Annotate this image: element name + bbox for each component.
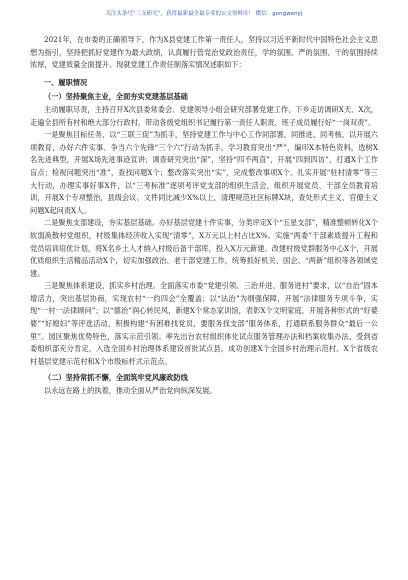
- body-paragraph: 一是聚焦目标任务，以“三联三促”为抓手，坚持党建工作与中心工作同部署、同推进、同考核，以开展六项教育、办好六件实事、争当六个先锋“三个六”行动为抓手，学习教育突出“严”，编印X本特色资料，选树X名先进典型，开展X场先进事迹宣讲；调查研究突出“深”，坚持“四不两直”，开展“四到四访”，打通X个工作盲点；检视问题突出“准”，查找问题X个；整改落实突出“实”，完成整改事项X个。扎实开展“驻村清零”等三大行动，办理实事好事X件，以“三考标准”逐项考评党支部的组织生活会，组织开展党员、干部全员教育培训，开展X个专项整治，县级会议、文件同比减少X%以上，清理规范社区标牌X块，查处形式主义、官僚主义问题X起问责X人。: [30, 130, 378, 215]
- body-paragraph: 二是聚焦支部建设，夯实基层基础。办好基层党建十件实事，分类评定X个“五星支部”，精准整顿转化X个软弱涣散村党组织，村级集体经济收入实现“清零”，X万元以上村占比X%。实施“两委”干部素质提升工程和党员培训培优计划，将X名乡土人才纳入村级后备干部库，投入X万元新建、改建村级党群服务中心X个，开展优质组织生活精品活动X个，切实加强政治、老干部党建工作，统筹抓好机关、国企、“两新”组织等各领域党建。: [30, 218, 378, 278]
- subsection-heading: （二）坚持常抓不懈，全面筑牢党风廉政防线: [44, 373, 188, 383]
- body-paragraph: 以永远在路上的执着，推动全面从严治党向纵深发展。: [44, 386, 217, 396]
- document-body: [30, 34, 378, 398]
- intro-paragraph: 2021年，在市委的正确领导下，作为X县党建工作第一责任人，坚持以习近平新时代中国特色社会主义思想为指引，坚持把抓好党建作为最大政绩，认真履行管党治党政治责任，学的氛围、严的氛围、干的氛围持续浓厚，党建质量全面提升。现就党建工作责任制落实情况述职如下：: [30, 35, 378, 70]
- body-paragraph: 三是聚焦体系建设，抓实乡村治理。全面落实市委“党建引领、三治并进、服务进村”要求，以“自治”固本增活力，突出基层协商，实现农村“一约四会”全覆盖；以“法治”为纲强保障，开展“法律服务专项斗争，实现“一村一法律顾问”；以“德治”润心转民风，新建X个常态家训馆，表彰X个文明家庭，开展各种形式的“好婆婆”“好媳妇”等评选活动，积极构建“有困难找党员，要服务找支部”服务体系，打通联系服务群众“最后一公里”。园区聚焦优势特色，落实示范引领。率先出台农村组织体化试点服务管理办法和档案收集办法，受到省委组织部充分肯定，入选全国乡村治理体系建设首批试点县，成功创建X个全国乡村治理示范村、X个省级农村基层党建示范村和X个市级标杆式示范点。: [30, 281, 378, 366]
- body-paragraph: 主动履职尽责，主持召开X次县委常委会、党建领导小组会研究部署党建工作，下乡走访调研X天、X次，走遍全县所有村和绝大部分行政村，带动各级党组织书记履行第一责任人职责、班子成员履行好“一岗双责”。: [30, 104, 378, 127]
- header-banner: 关注头条号“三支研究”，获得最新最全最专业的公文资料库！ 微信：gongwenyj: [105, 11, 303, 17]
- subsection-heading: （一）坚持聚焦主业，全面夯实党建基层基础: [44, 92, 188, 102]
- section-heading: 一、履职情况: [44, 77, 88, 87]
